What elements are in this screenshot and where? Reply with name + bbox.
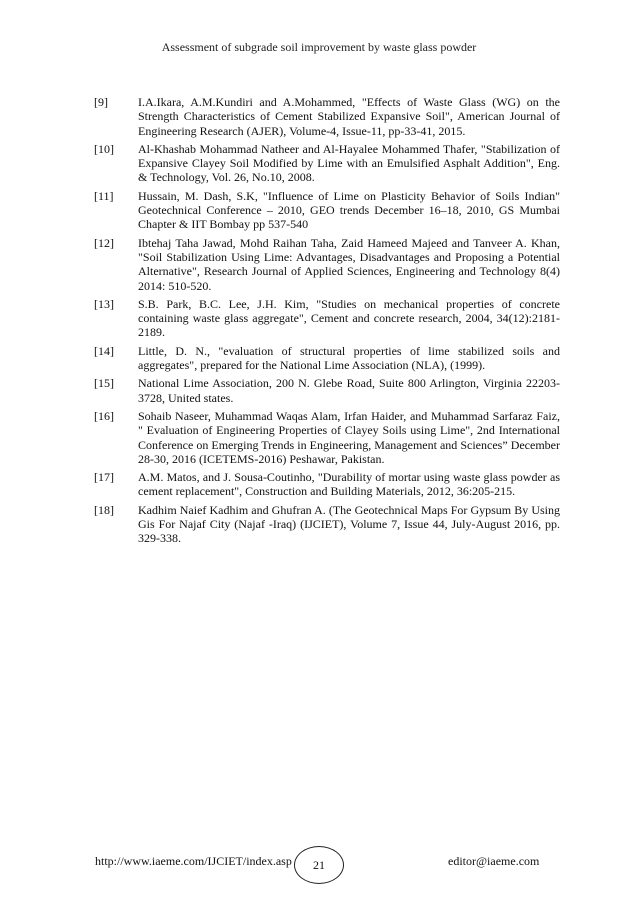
reference-item — [94, 236, 560, 293]
reference-text: Hussain, M. Dash, S.K, "Influence of Lime on Plasticity Behavior of Soils Indian" Geotechnical Conference – 2010, GEO trends December 16–18, 2010, GS Mumbai Chapter & IIT Bombay pp 537-540 — [138, 188, 560, 232]
reference-text: National Lime Association, 200 N. Glebe Road, Suite 800 Arlington, Virginia 22203-3728, United states. — [138, 376, 560, 405]
reference-list — [94, 95, 560, 550]
reference-text: A.M. Matos, and J. Sousa-Coutinho, "Durability of mortar using waste glass powder as cement replacement", Construction and Building Materials, 2012, 36:205-215. — [138, 470, 560, 499]
reference-number: [18] — [94, 502, 114, 517]
reference-item — [94, 297, 560, 340]
page-number: 21 — [294, 846, 344, 884]
reference-text: Kadhim Naief Kadhim and Ghufran A. (The Geotechnical Maps For Gypsum By Using Gis For Najaf City (Najaf -Iraq) (IJCIET), Volume 7, Issue 44, July-August 2016, pp. 329-338. — [138, 502, 560, 546]
reference-number: [13] — [94, 296, 114, 311]
footer-url-link[interactable]: http://www.iaeme.com/IJCIET/index.asp — [95, 854, 292, 868]
reference-number: [14] — [94, 343, 114, 358]
reference-text: I.A.Ikara, A.M.Kundiri and A.Mohammed, "Effects of Waste Glass (WG) on the Strength Characteristics of Cement Stabilized Expansive Soil", American Journal of Engineering Research (AJER), Volume-4, Issue-11, pp-33-41, 2015. — [138, 95, 560, 138]
page-footer — [0, 846, 638, 886]
reference-number: [17] — [94, 470, 114, 485]
reference-text: Al-Khashab Mohammad Natheer and Al-Hayalee Mohammed Thafer, "Stabilization of Expansive Clayey Soil Modified by Lime with an Emulsified Asphalt Addition", Eng. & Technology, Vol. 26, No.10, 2008. — [138, 141, 560, 185]
reference-item — [94, 95, 560, 138]
reference-text: Little, D. N., "evaluation of structural properties of lime stabilized soils and aggregates", prepared for the National Lime Association (NLA), (1999). — [138, 343, 560, 373]
reference-item — [94, 470, 560, 499]
reference-number: [15] — [94, 376, 114, 391]
reference-item — [94, 142, 560, 185]
reference-item — [94, 189, 560, 232]
reference-text: Ibtehaj Taha Jawad, Mohd Raihan Taha, Zaid Hameed Majeed and Tanveer A. Khan, "Soil Stabilization Using Lime: Advantages, Disadvantages and Proposing a Potential Alternative", Research Journal of Applied Sciences, Engineering and Technology 8(4) 2014: 510-520. — [138, 235, 560, 293]
reference-item — [94, 376, 560, 405]
footer-email-link[interactable]: editor@iaeme.com — [448, 854, 540, 868]
reference-item — [94, 344, 560, 373]
reference-number: [9] — [94, 95, 108, 109]
reference-text: Sohaib Naseer, Muhammad Waqas Alam, Irfan Haider, and Muhammad Sarfaraz Faiz, " Evaluation of Engineering Properties of Clayey Soils using Lime", 2nd International Conference on Emerging Trends in Engineering, Management and Sciences” December 28-30, 2016 (ICETEMS-2016) Peshawar, Pakistan. — [138, 408, 560, 466]
reference-number: [11] — [94, 188, 114, 203]
reference-item — [94, 503, 560, 546]
reference-item — [94, 409, 560, 466]
reference-number: [16] — [94, 408, 114, 423]
reference-number: [10] — [94, 141, 114, 156]
reference-number: [12] — [94, 235, 114, 250]
reference-text: S.B. Park, B.C. Lee, J.H. Kim, "Studies on mechanical properties of concrete containing waste glass aggregate", Cement and concrete research, 2004, 34(12):2181-2189. — [138, 296, 560, 340]
running-header: Assessment of subgrade soil improvement by waste glass powder — [161, 40, 477, 54]
